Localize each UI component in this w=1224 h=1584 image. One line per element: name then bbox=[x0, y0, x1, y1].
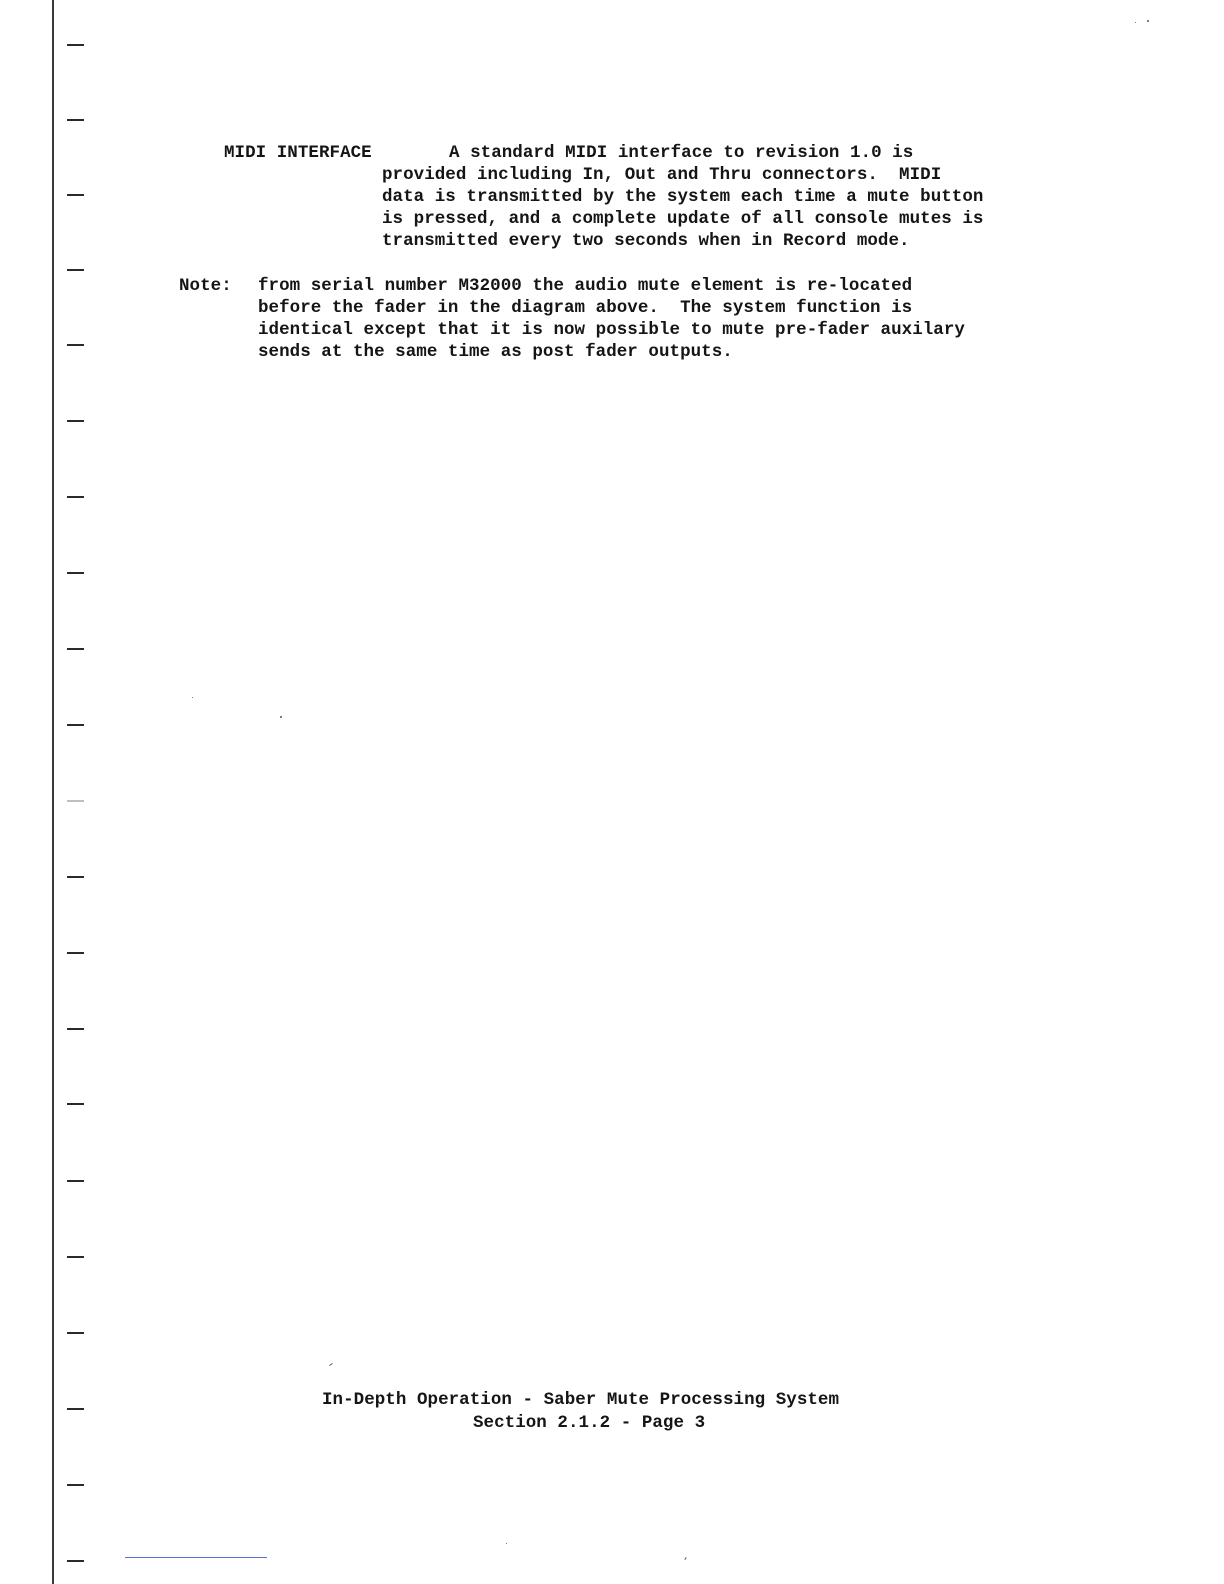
section-body-line: provided including In, Out and Thru connectors. MIDI bbox=[382, 165, 942, 185]
margin-tick bbox=[67, 1332, 84, 1334]
margin-tick bbox=[67, 648, 84, 650]
margin-tick bbox=[67, 1028, 84, 1030]
margin-tick bbox=[67, 44, 84, 46]
margin-tick bbox=[67, 1484, 84, 1486]
section-body-line: transmitted every two seconds when in Record mode. bbox=[382, 231, 910, 251]
margin-tick bbox=[67, 724, 84, 726]
margin-tick bbox=[67, 1180, 84, 1182]
scan-speck bbox=[280, 716, 282, 718]
section-first-line: A standard MIDI interface to revision 1.0 is bbox=[449, 143, 914, 163]
margin-tick bbox=[67, 194, 84, 196]
margin-tick bbox=[67, 1256, 84, 1258]
margin-tick bbox=[67, 344, 84, 346]
section-body-line: is pressed, and a complete update of all console mutes is bbox=[382, 209, 984, 229]
margin-tick bbox=[67, 572, 84, 574]
note-label: Note: bbox=[179, 276, 232, 296]
margin-tick bbox=[67, 1560, 84, 1562]
scan-speck bbox=[1147, 20, 1149, 22]
note-body-line: sends at the same time as post fader outputs. bbox=[258, 342, 733, 362]
bottom-blue-rule bbox=[125, 1557, 267, 1558]
margin-tick bbox=[67, 800, 84, 802]
scan-speck bbox=[329, 1363, 333, 1366]
margin-tick bbox=[67, 269, 84, 271]
scan-speck bbox=[192, 697, 193, 698]
note-body-line: before the fader in the diagram above. The system function is bbox=[258, 298, 913, 318]
note-body-line: identical except that it is now possible to mute pre-fader auxilary bbox=[258, 320, 965, 340]
note-first-line: from serial number M32000 the audio mute element is re-located bbox=[258, 276, 913, 296]
margin-tick bbox=[67, 496, 84, 498]
scan-speck bbox=[1135, 22, 1136, 23]
section-body-line: data is transmitted by the system each time a mute button bbox=[382, 187, 984, 207]
margin-tick bbox=[67, 420, 84, 422]
margin-tick bbox=[67, 876, 84, 878]
binder-edge-line bbox=[52, 0, 54, 1584]
margin-tick bbox=[67, 1103, 84, 1105]
footer-page-number: Section 2.1.2 - Page 3 bbox=[473, 1413, 706, 1433]
section-heading: MIDI INTERFACE bbox=[224, 143, 372, 163]
margin-tick bbox=[67, 1408, 84, 1410]
scan-speck bbox=[506, 1543, 507, 1544]
footer-title: In-Depth Operation - Saber Mute Processing System bbox=[322, 1390, 840, 1410]
margin-tick bbox=[67, 119, 84, 121]
scan-speck bbox=[684, 1557, 686, 1560]
margin-tick bbox=[67, 952, 84, 954]
